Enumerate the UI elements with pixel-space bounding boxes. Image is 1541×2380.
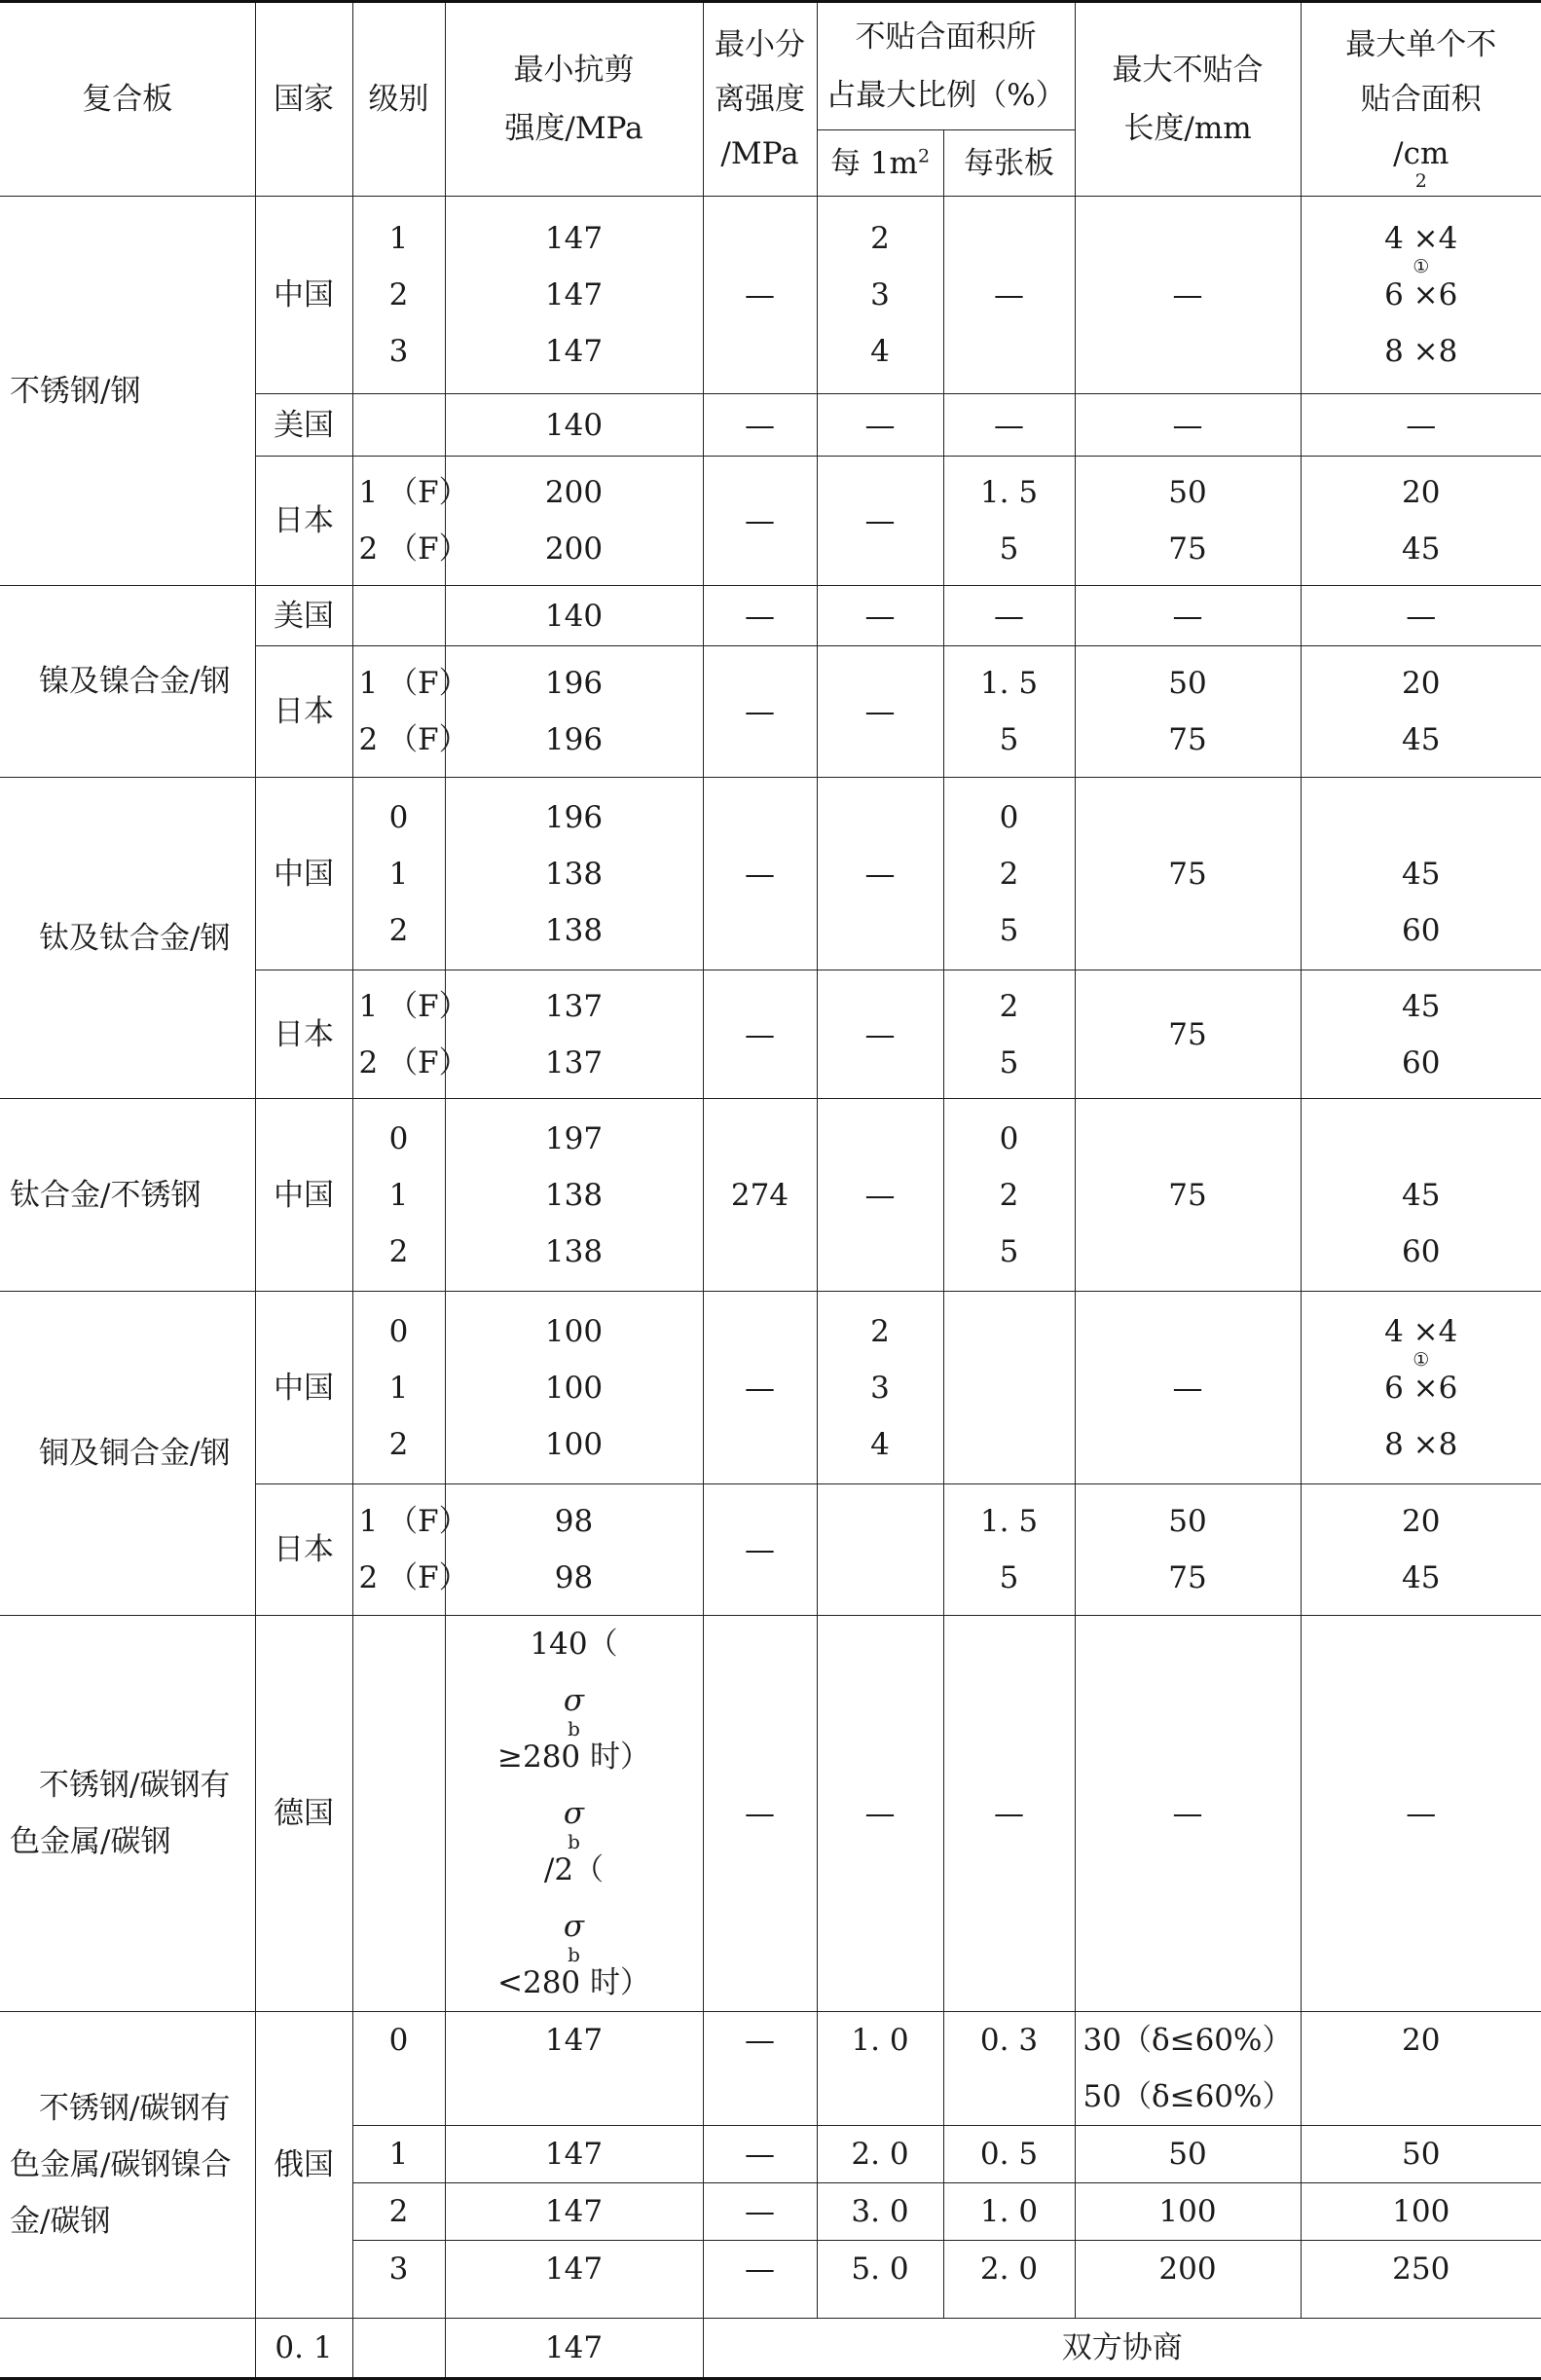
table-row: [0, 197, 1541, 394]
per-m2-cell: 2 3 4: [817, 197, 943, 394]
grade-cell: [352, 394, 445, 457]
per-m2-cell: —: [817, 1616, 943, 2012]
length-cell: —: [1075, 586, 1301, 646]
header-country: 国家: [255, 2, 352, 197]
header-row-top: [0, 2, 1541, 130]
length-cell: —: [1075, 1292, 1301, 1484]
separation-cell: —: [703, 2241, 817, 2319]
per-m2-cell: —: [817, 778, 943, 970]
table-row: [0, 1292, 1541, 1484]
table-row: [0, 2012, 1541, 2126]
separation-cell: —: [703, 970, 817, 1099]
grade-cell: 1 （F） 2 （F）: [352, 970, 445, 1099]
shear-cell: 197 138 138: [445, 1099, 703, 1292]
per-m2-cell: 1. 0: [817, 2012, 943, 2126]
separation-cell: —: [703, 2126, 817, 2183]
per-m2-cell: 3. 0: [817, 2183, 943, 2241]
material-cell: 钛及钛合金/钢: [0, 778, 255, 1099]
per-m2-cell: —: [817, 970, 943, 1099]
per-plate-cell: 2 5: [943, 970, 1075, 1099]
length-cell: 50: [1075, 2126, 1301, 2183]
length-cell: 30（δ≤60%） 50（δ≤60%）: [1075, 2012, 1301, 2126]
area-cell: 50: [1301, 2126, 1541, 2183]
area-cell: 45 60: [1301, 1099, 1541, 1292]
shear-cell: 147: [445, 2183, 703, 2241]
country-cell: 日本: [255, 457, 352, 586]
negotiation-note: 双方协商: [703, 2319, 1541, 2379]
country-cell: 日本: [255, 970, 352, 1099]
separation-cell: 274: [703, 1099, 817, 1292]
per-plate-cell: 1. 5 5: [943, 1484, 1075, 1616]
grade-cell: 2: [352, 2183, 445, 2241]
length-cell: 50 75: [1075, 646, 1301, 778]
material-cell: 铜及铜合金/钢: [0, 1292, 255, 1616]
country-cell: 中国: [255, 1292, 352, 1484]
per-plate-cell: 1. 5 5: [943, 457, 1075, 586]
country-cell: 德国: [255, 1616, 352, 2012]
table-row: [0, 1616, 1541, 2012]
separation-cell: —: [703, 197, 817, 394]
shear-cell: 140: [445, 394, 703, 457]
header-per-m2: 每 $1m^2$: [817, 130, 943, 197]
separation-cell: —: [703, 394, 817, 457]
grade-cell: [352, 1616, 445, 2012]
table-row: [0, 2319, 1541, 2379]
length-cell: —: [1075, 197, 1301, 394]
shear-cell: 98 98: [445, 1484, 703, 1616]
per-plate-cell: 0. 3: [943, 2012, 1075, 2126]
length-cell: 100: [1075, 2183, 1301, 2241]
material-cell: 不锈钢/碳钢有 色金属/碳钢: [0, 1616, 255, 2012]
table-row: [0, 586, 1541, 646]
country-cell: 美国: [255, 394, 352, 457]
table-row: [0, 1099, 1541, 1292]
material-cell: 不锈钢/钢: [0, 197, 255, 586]
header-separation-strength: 最小分 离强度 /MPa: [703, 2, 817, 197]
per-m2-cell: 2 3 4: [817, 1292, 943, 1484]
area-cell: 45 60: [1301, 970, 1541, 1099]
per-plate-cell: 1. 0: [943, 2183, 1075, 2241]
per-plate-cell: [943, 1292, 1075, 1484]
per-m2-cell: 2. 0: [817, 2126, 943, 2183]
material-cell: 不锈钢/碳钢有 色金属/碳钢镍合 金/碳钢: [0, 2012, 255, 2319]
shear-cell: 147: [445, 2319, 703, 2379]
header-shear-strength: 最小抗剪 强度/MPa: [445, 2, 703, 197]
table-row: [0, 778, 1541, 970]
shear-cell: 147: [445, 2012, 703, 2126]
per-plate-cell: —: [943, 394, 1075, 457]
per-plate-cell: —: [943, 1616, 1075, 2012]
shear-cell: 140: [445, 586, 703, 646]
per-plate-cell: 0 2 5: [943, 778, 1075, 970]
grade-cell: 0 1 2: [352, 1292, 445, 1484]
separation-cell: —: [703, 1616, 817, 2012]
area-cell: —: [1301, 1616, 1541, 2012]
header-material: 复合板: [0, 2, 255, 197]
shear-cell: 140（ σ b ≥280 时） σ b /2（ σ b <280 时）: [445, 1616, 703, 2012]
grade-cell: [352, 2319, 445, 2379]
grade-cell: 0: [352, 2012, 445, 2126]
material-cell: [0, 2319, 255, 2379]
shear-cell: 147: [445, 2241, 703, 2319]
separation-cell: —: [703, 2012, 817, 2126]
per-m2-cell: —: [817, 586, 943, 646]
area-cell: —: [1301, 586, 1541, 646]
grade-cell: 1 （F） 2 （F）: [352, 457, 445, 586]
grade-cell: 1 （F） 2 （F）: [352, 646, 445, 778]
per-plate-cell: —: [943, 197, 1075, 394]
length-cell: 75: [1075, 778, 1301, 970]
grade-cell: 1: [352, 2126, 445, 2183]
area-cell: 45 60: [1301, 778, 1541, 970]
country-cell: 中国: [255, 1099, 352, 1292]
country-cell: 中国: [255, 778, 352, 970]
per-plate-cell: —: [943, 586, 1075, 646]
per-plate-cell: 0 2 5: [943, 1099, 1075, 1292]
country-cell: 俄国: [255, 2012, 352, 2319]
per-plate-cell: 0. 5: [943, 2126, 1075, 2183]
length-cell: 50 75: [1075, 1484, 1301, 1616]
shear-cell: 100 100 100: [445, 1292, 703, 1484]
header-per-plate: 每张板: [943, 130, 1075, 197]
length-cell: 75: [1075, 1099, 1301, 1292]
shear-cell: 196 196: [445, 646, 703, 778]
area-cell: —: [1301, 394, 1541, 457]
country-cell: 0. 1: [255, 2319, 352, 2379]
per-m2-cell: —: [817, 394, 943, 457]
area-cell: 100: [1301, 2183, 1541, 2241]
header-grade: 级别: [352, 2, 445, 197]
grade-cell: 0 1 2: [352, 1099, 445, 1292]
per-plate-cell: 2. 0: [943, 2241, 1075, 2319]
separation-cell: —: [703, 646, 817, 778]
area-cell: 20 45: [1301, 457, 1541, 586]
length-cell: 50 75: [1075, 457, 1301, 586]
grade-cell: 1 （F） 2 （F）: [352, 1484, 445, 1616]
per-m2-cell: [817, 1484, 943, 1616]
per-m2-cell: —: [817, 646, 943, 778]
shear-cell: 147 147 147: [445, 197, 703, 394]
shear-cell: 196 138 138: [445, 778, 703, 970]
length-cell: —: [1075, 1616, 1301, 2012]
grade-cell: 0 1 2: [352, 778, 445, 970]
area-cell: 250: [1301, 2241, 1541, 2319]
area-cell: 4 ×4 ① 6 ×6 8 ×8: [1301, 197, 1541, 394]
header-unbonded-ratio: 不贴合面积所 占最大比例（%）: [817, 2, 1075, 130]
grade-cell: [352, 586, 445, 646]
header-max-area: 最大单个不 贴合面积 /cm 2: [1301, 2, 1541, 197]
separation-cell: —: [703, 457, 817, 586]
separation-cell: —: [703, 2183, 817, 2241]
header-max-length: 最大不贴合 长度/mm: [1075, 2, 1301, 197]
country-cell: 中国: [255, 197, 352, 394]
per-m2-cell: —: [817, 457, 943, 586]
length-cell: 75: [1075, 970, 1301, 1099]
shear-cell: 137 137: [445, 970, 703, 1099]
area-cell: 20 45: [1301, 646, 1541, 778]
country-cell: 日本: [255, 1484, 352, 1616]
shear-cell: 200 200: [445, 457, 703, 586]
country-cell: 日本: [255, 646, 352, 778]
area-cell: 20 45: [1301, 1484, 1541, 1616]
country-cell: 美国: [255, 586, 352, 646]
shear-cell: 147: [445, 2126, 703, 2183]
separation-cell: —: [703, 778, 817, 970]
separation-cell: —: [703, 1292, 817, 1484]
material-cell: 镍及镍合金/钢: [0, 586, 255, 778]
area-cell: 20: [1301, 2012, 1541, 2126]
separation-cell: —: [703, 1484, 817, 1616]
per-plate-cell: 1. 5 5: [943, 646, 1075, 778]
material-cell: 钛合金/不锈钢: [0, 1099, 255, 1292]
area-cell: 4 ×4 ① 6 ×6 8 ×8: [1301, 1292, 1541, 1484]
per-m2-cell: 5. 0: [817, 2241, 943, 2319]
per-m2-cell: —: [817, 1099, 943, 1292]
grade-cell: 3: [352, 2241, 445, 2319]
length-cell: 200: [1075, 2241, 1301, 2319]
grade-cell: 1 2 3: [352, 197, 445, 394]
separation-cell: —: [703, 586, 817, 646]
length-cell: —: [1075, 394, 1301, 457]
